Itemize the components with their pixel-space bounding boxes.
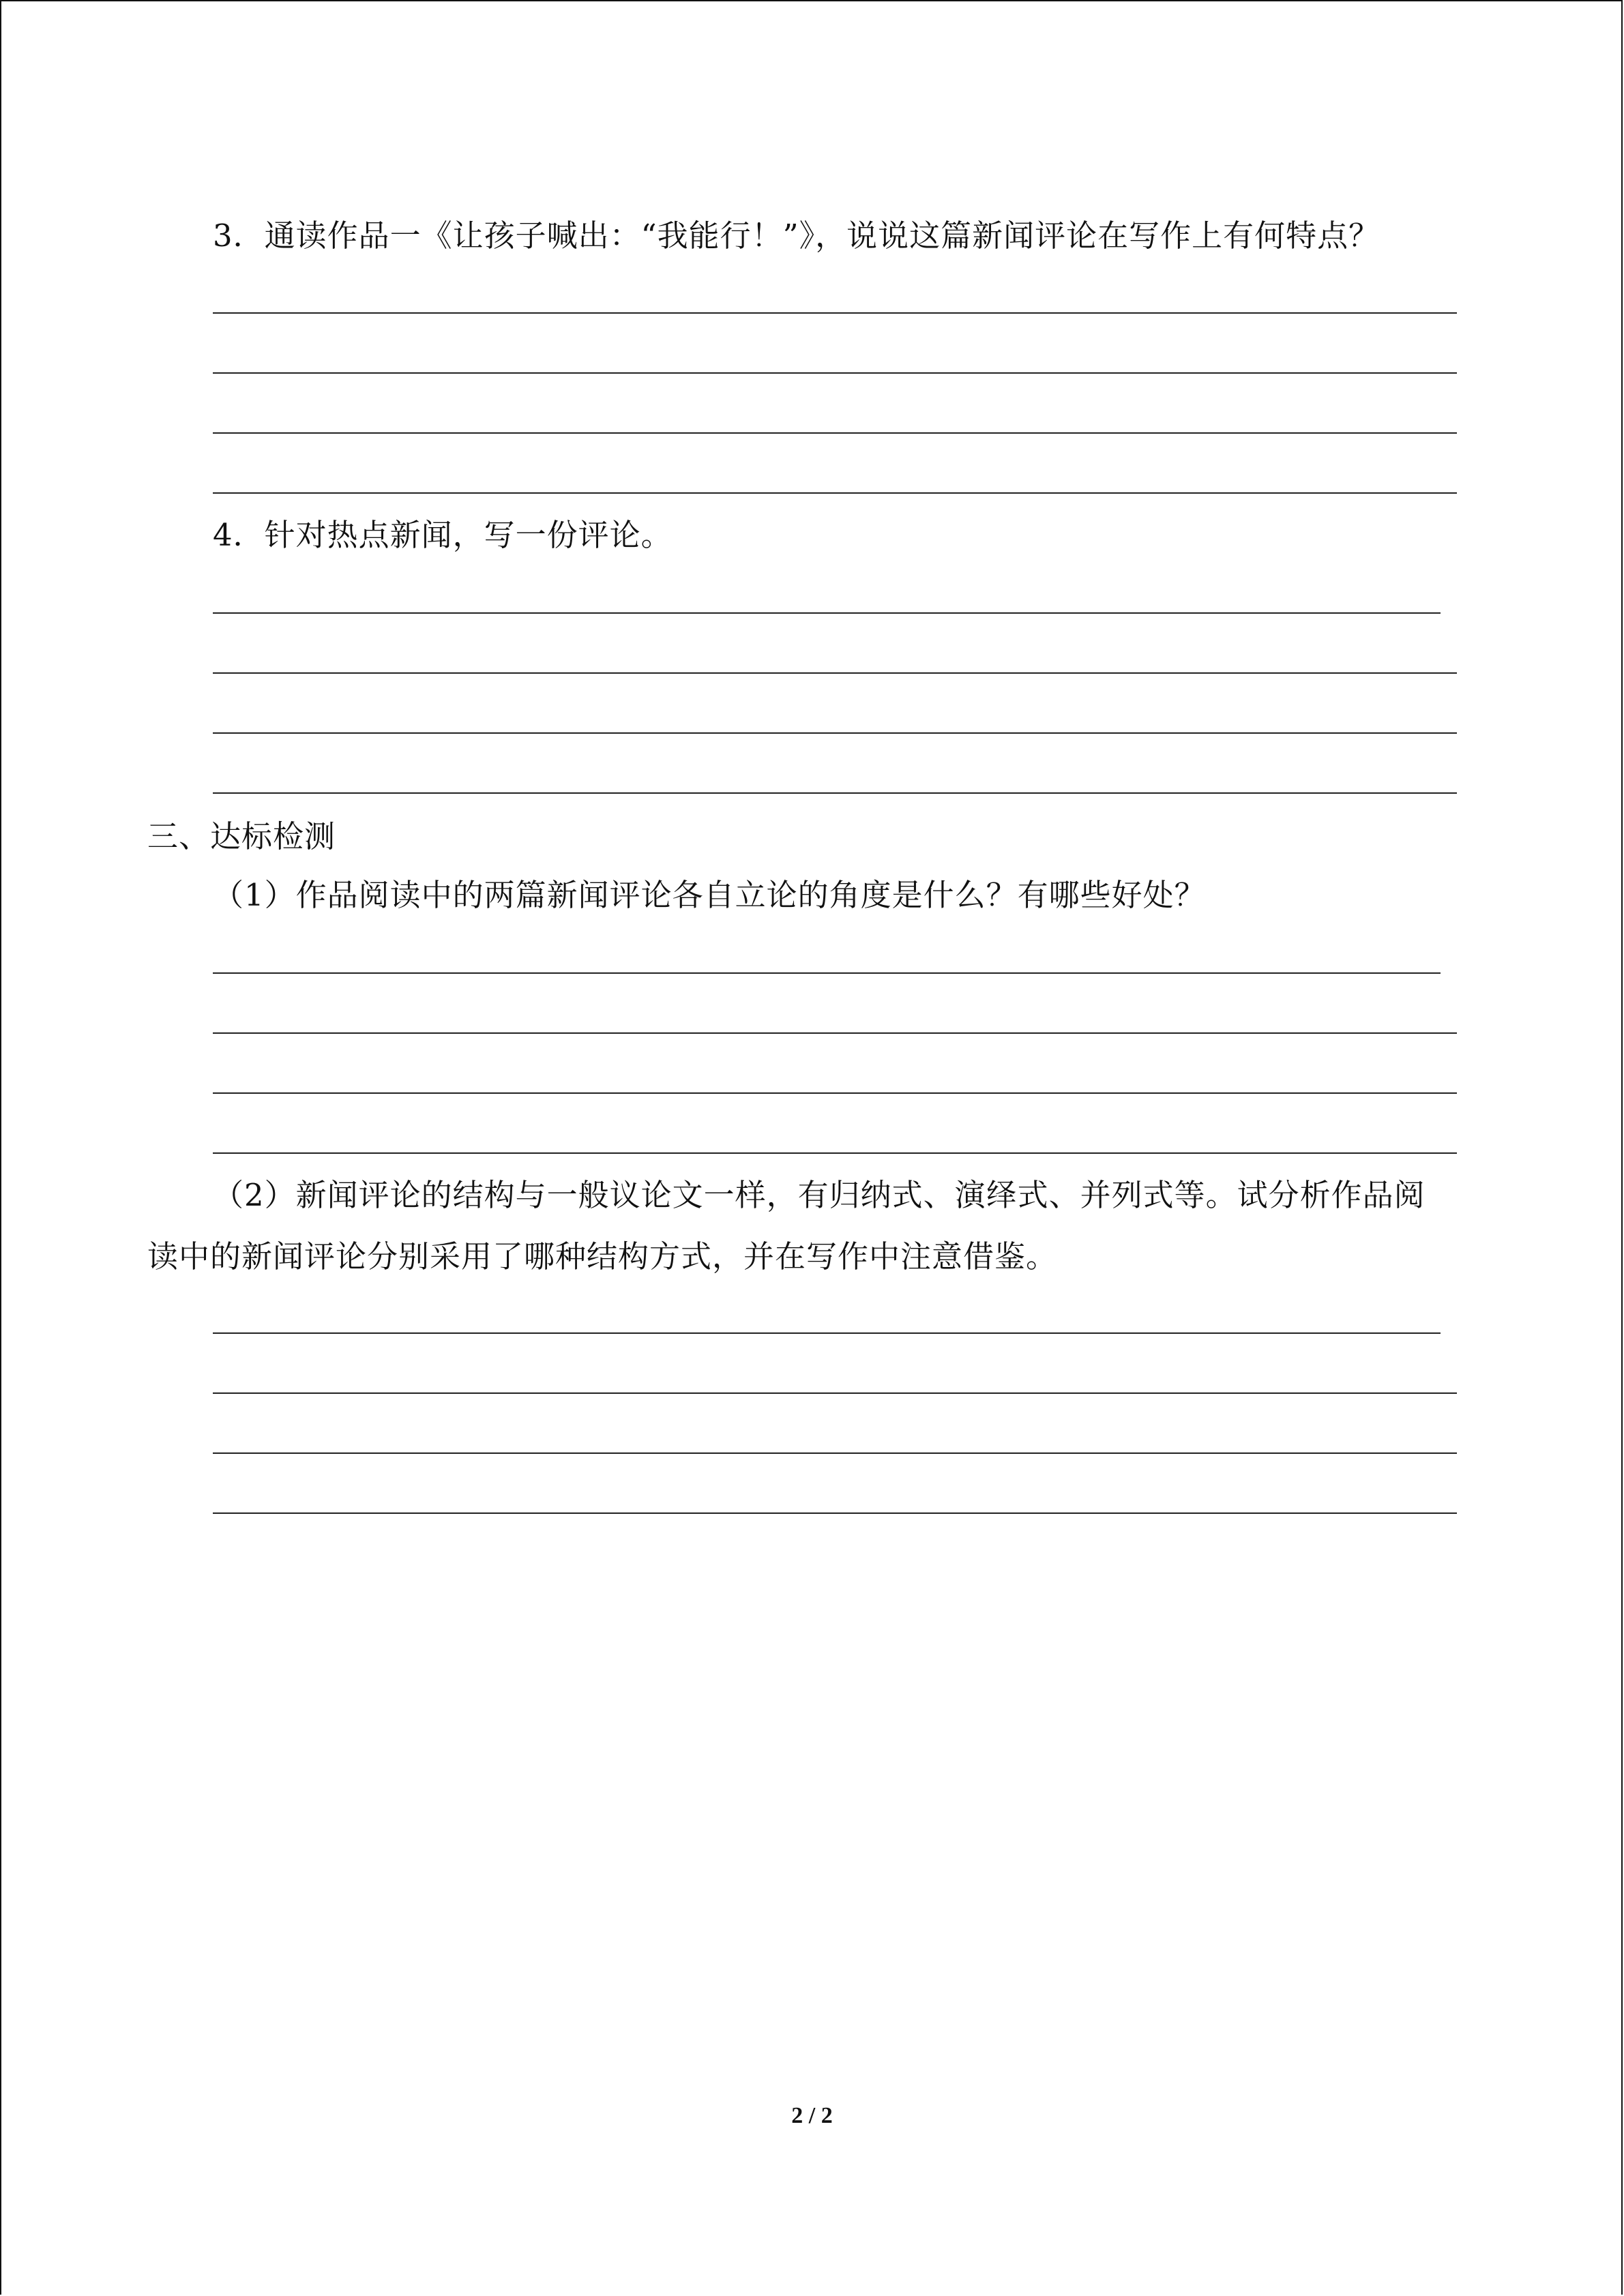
section-3-heading: 三、达标检测 <box>147 818 336 854</box>
answer-line[interactable] <box>213 672 1457 674</box>
answer-line[interactable] <box>213 492 1457 494</box>
answer-line[interactable] <box>213 1452 1457 1454</box>
section-3-item-2-line-2: 读中的新闻评论分别采用了哪种结构方式，并在写作中注意借鉴。 <box>147 1238 1058 1274</box>
answer-line[interactable] <box>213 1512 1457 1514</box>
answer-line[interactable] <box>213 972 1441 974</box>
answer-line[interactable] <box>213 1152 1457 1154</box>
answer-line[interactable] <box>213 372 1457 374</box>
question-3-text: 3．通读作品一《让孩子喊出：“我能行！”》，说说这篇新闻评论在写作上有何特点？ <box>213 218 1381 254</box>
answer-line[interactable] <box>213 432 1457 434</box>
answer-line[interactable] <box>213 1032 1457 1034</box>
page-number: 2 / 2 <box>791 2103 833 2128</box>
answer-line[interactable] <box>213 1332 1441 1334</box>
answer-line[interactable] <box>213 312 1457 314</box>
answer-line[interactable] <box>213 792 1457 794</box>
section-3-item-1: （1）作品阅读中的两篇新闻评论各自立论的角度是什么？有哪些好处？ <box>213 877 1206 913</box>
answer-line[interactable] <box>213 1392 1457 1394</box>
answer-line[interactable] <box>213 732 1457 734</box>
question-4-text: 4．针对热点新闻，写一份评论。 <box>213 517 673 553</box>
answer-line[interactable] <box>213 612 1441 614</box>
section-3-item-2-line-1: （2）新闻评论的结构与一般议论文一样，有归纳式、演绎式、并列式等。试分析作品阅 <box>213 1177 1426 1213</box>
answer-line[interactable] <box>213 1092 1457 1094</box>
